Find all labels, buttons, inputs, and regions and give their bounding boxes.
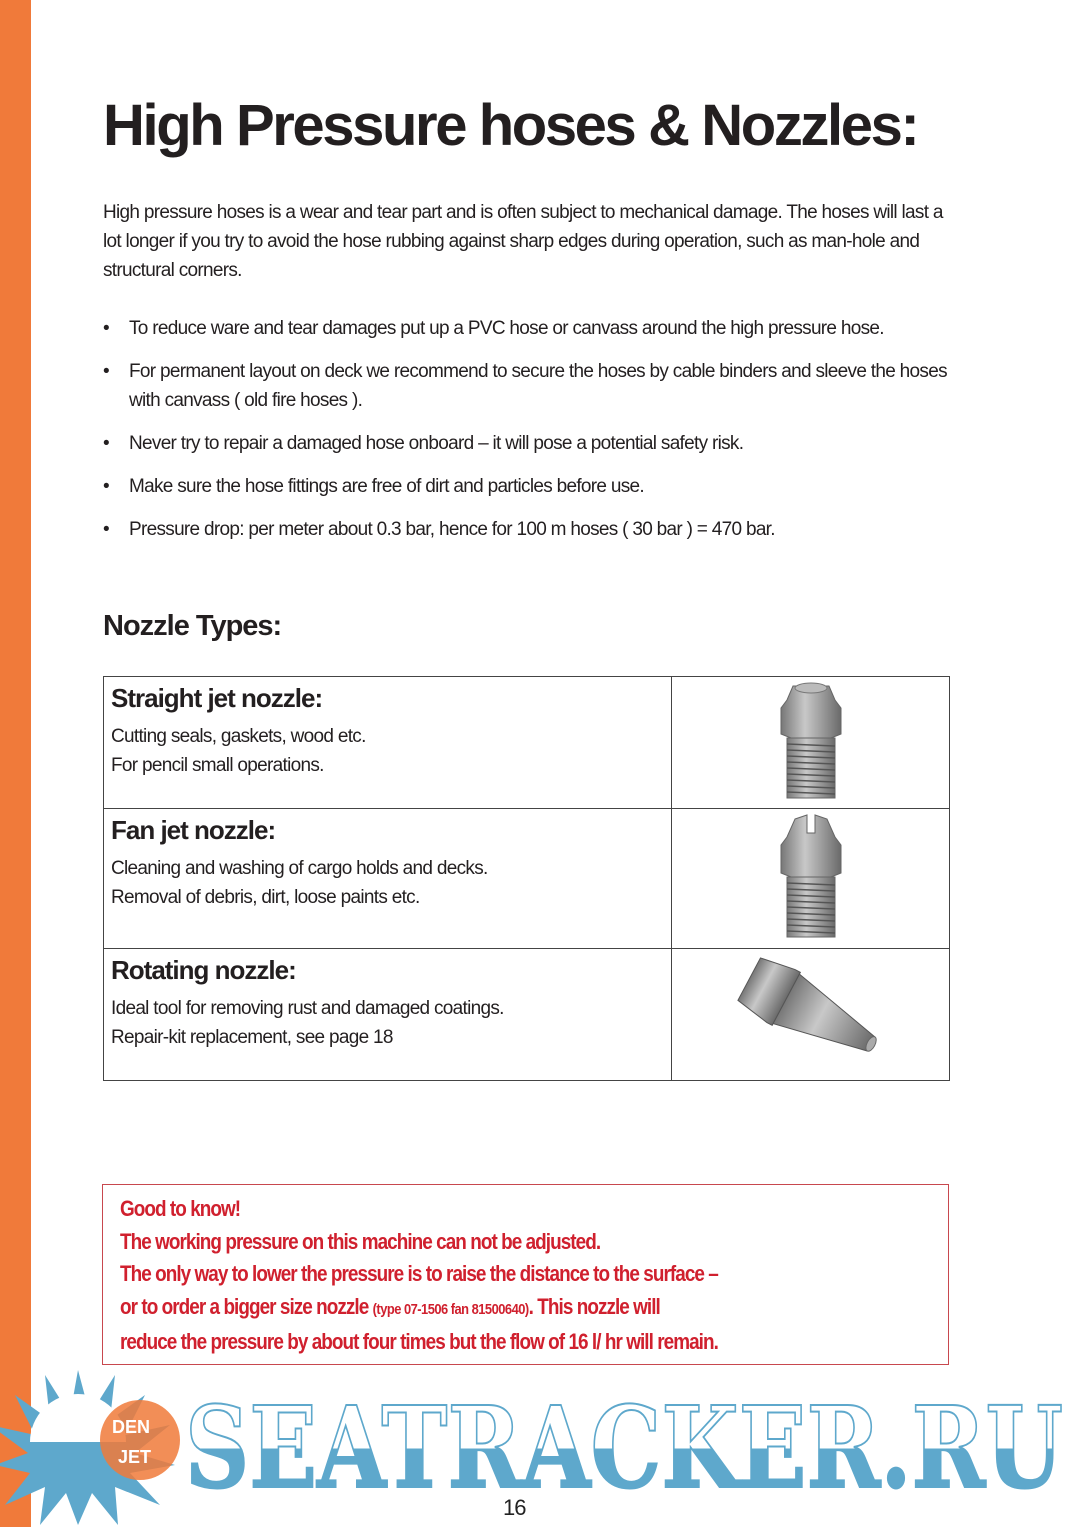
- denjet-logo: [100, 1400, 180, 1480]
- straight-jet-nozzle-image: [771, 678, 851, 802]
- svg-text:SEATRACKER.RU: SEATRACKER.RU: [185, 1383, 1063, 1514]
- nozzle-desc: Removal of debris, dirt, loose paints etc.: [111, 887, 420, 908]
- page-number: 16: [503, 1495, 526, 1520]
- nozzle-desc: Cutting seals, gaskets, wood etc.: [111, 726, 366, 747]
- bullet-list: [103, 314, 963, 558]
- bullet-icon: •: [103, 361, 109, 382]
- bullet-icon: •: [103, 476, 109, 497]
- nozzle-types-heading: Nozzle Types:: [103, 610, 282, 642]
- nozzle-desc: Cleaning and washing of cargo holds and decks.: [111, 858, 488, 879]
- list-item: • Make sure the hose fittings are free of dirt and particles before use.: [103, 472, 963, 501]
- list-item: • To reduce ware and tear damages put up a PVC hose or canvass around the high pressure hose.: [103, 314, 963, 343]
- intro-paragraph: High pressure hoses is a wear and tear part and is often subject to mechanical damage. The hoses will last a lot longer if you try to avoid the hose rubbing against sharp edges during operation, such as man-hole and structural corners.: [103, 202, 943, 281]
- bullet-icon: •: [103, 318, 109, 339]
- nozzle-name: Rotating nozzle:: [111, 955, 296, 985]
- seatracker-watermark: [0, 1365, 1080, 1527]
- nozzle-name: Fan jet nozzle:: [111, 815, 276, 845]
- side-stripe: [0, 0, 31, 1527]
- table-row: [104, 809, 950, 949]
- nozzle-desc: For pencil small operations.: [111, 755, 324, 776]
- svg-text:JET: JET: [118, 1447, 152, 1467]
- table-row: [104, 677, 950, 809]
- page-title: High Pressure hoses & Nozzles:: [103, 93, 918, 158]
- bullet-icon: •: [103, 433, 109, 454]
- table-row: [104, 949, 950, 1081]
- nozzle-name: Straight jet nozzle:: [111, 683, 323, 713]
- notice-heading: Good to know!: [120, 1196, 241, 1221]
- fan-jet-nozzle-image: [771, 811, 851, 941]
- good-to-know-notice: Good to know! The working pressure on this machine can not be adjusted. The only way to lower the pressure is to raise the distance to the surface – or to order a bigger size nozzle (type 07-1506 fan 81500640). This nozzle will reduce the pressure by about four times but the flow of 16 l/ hr will remain.: [102, 1184, 949, 1365]
- list-item: • Pressure drop: per meter about 0.3 bar, hence for 100 m hoses ( 30 bar ) = 470 bar.: [103, 515, 963, 544]
- nozzle-desc: Repair-kit replacement, see page 18: [111, 1027, 393, 1048]
- nozzle-desc: Ideal tool for removing rust and damaged coatings.: [111, 998, 504, 1019]
- bullet-icon: •: [103, 519, 109, 540]
- svg-text:DEN: DEN: [112, 1417, 151, 1437]
- list-item: • For permanent layout on deck we recommend to secure the hoses by cable binders and sleeve the hoses with canvass ( old fire hoses ).: [103, 357, 963, 415]
- rotating-nozzle-image: [731, 952, 891, 1072]
- list-item: • Never try to repair a damaged hose onboard – it will pose a potential safety risk.: [103, 429, 963, 458]
- nozzle-table: [103, 676, 950, 1081]
